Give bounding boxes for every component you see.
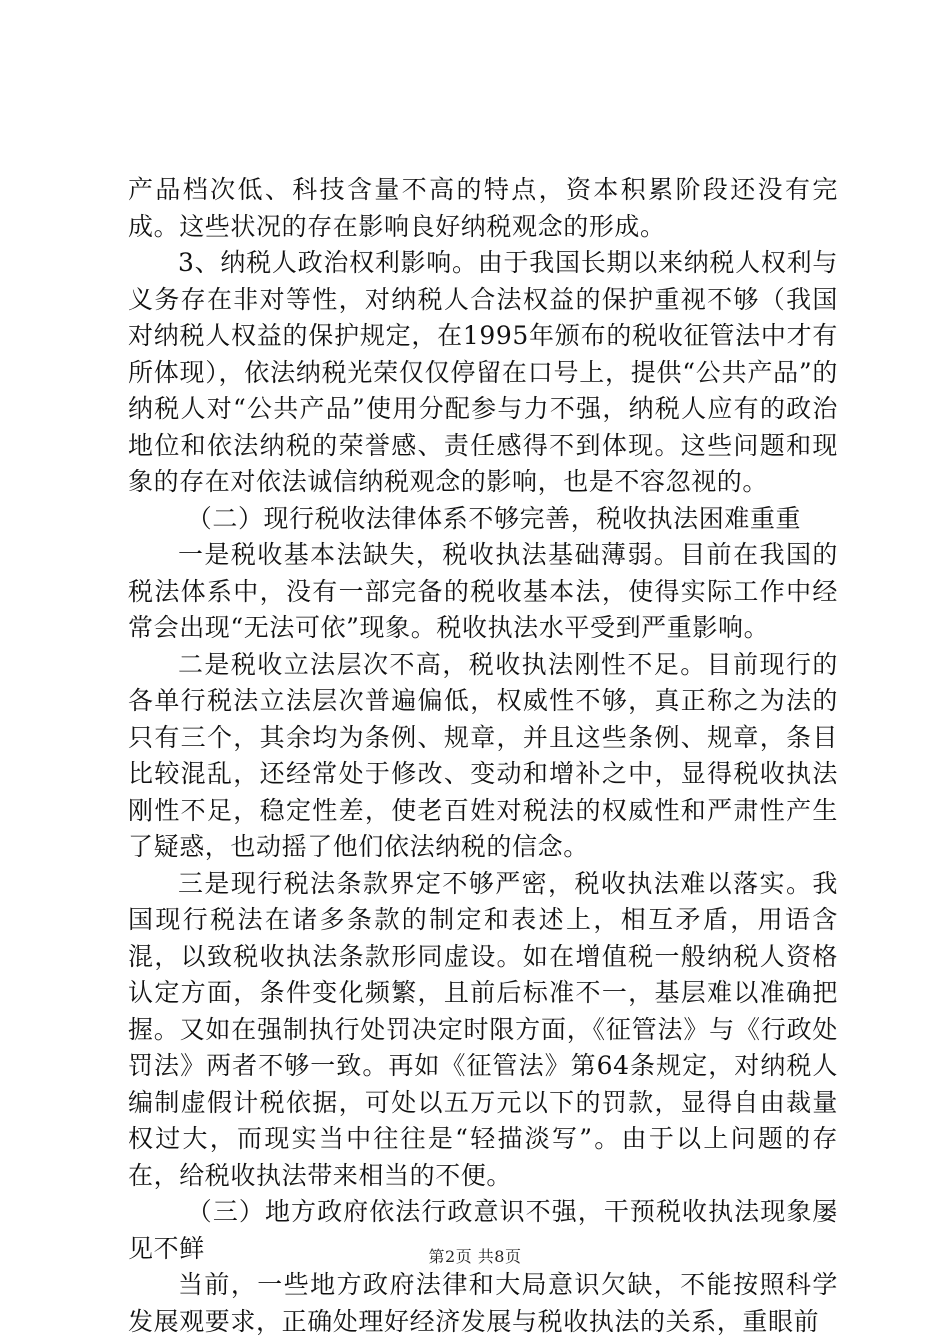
- page-number-footer: 第2页 共8页: [428, 1247, 522, 1266]
- paragraph-local-government: 当前，一些地方政府法律和大局意识欠缺，不能按照科学发展观要求，正确处理好经济发展与税收执法的关系，重眼前: [128, 1270, 838, 1336]
- section-heading-3: （三）地方政府依法行政意识不强，干预税收执法现象屡见不鲜: [128, 1197, 838, 1263]
- paragraph-continuation: 产品档次低、科技含量不高的特点，资本积累阶段还没有完成。这些状况的存在影响良好纳税观念的形成。: [128, 175, 838, 241]
- paragraph-basic-law: 一是税收基本法缺失，税收执法基础薄弱。目前在我国的税法体系中，没有一部完备的税收基本法，使得实际工作中经常会出现“无法可依”现象。税收执法水平受到严重影响。: [128, 540, 838, 642]
- paragraph-political-rights: 3、纳税人政治权利影响。由于我国长期以来纳税人权利与义务存在非对等性，对纳税人合法权益的保护重视不够（我国对纳税人权益的保护规定，在1995年颁布的税收征管法中才有所体现），依法纳税光荣仅仅停留在口号上，提供“公共产品”的纳税人对“公共产品”使用分配参与力不强，纳税人应有的政治地位和依法纳税的荣誉感、责任感得不到体现。这些问题和现象的存在对依法诚信纳税观念的影响，也是不容忽视的。: [128, 248, 838, 496]
- document-body: [128, 172, 838, 1340]
- paragraph-clauses: 三是现行税法条款界定不够严密，税收执法难以落实。我国现行税法在诸多条款的制定和表述上，相互矛盾，用语含混，以致税收执法条款形同虚设。如在增值税一般纳税人资格认定方面，条件变化频繁，且前后标准不一，基层难以准确把握。又如在强制执行处罚决定时限方面，《征管法》与《行政处罚法》两者不够一致。再如《征管法》第64条规定，对纳税人编制虚假计税依据，可处以五万元以下的罚款，显得自由裁量权过大，而现实当中往往是“轻描淡写”。由于以上问题的存在，给税收执法带来相当的不便。: [128, 868, 838, 1190]
- paragraph-legislation-level: 二是税收立法层次不高，税收执法刚性不足。目前现行的各单行税法立法层次普遍偏低，权威性不够，真正称之为法的只有三个，其余均为条例、规章，并且这些条例、规章，条目比较混乱，还经常处于修改、变动和增补之中，显得税收执法刚性不足，稳定性差，使老百姓对税法的权威性和严肃性产生了疑惑，也动摇了他们依法纳税的信念。: [128, 649, 838, 861]
- section-heading-2: （二）现行税收法律体系不够完善，税收执法困难重重: [186, 503, 802, 533]
